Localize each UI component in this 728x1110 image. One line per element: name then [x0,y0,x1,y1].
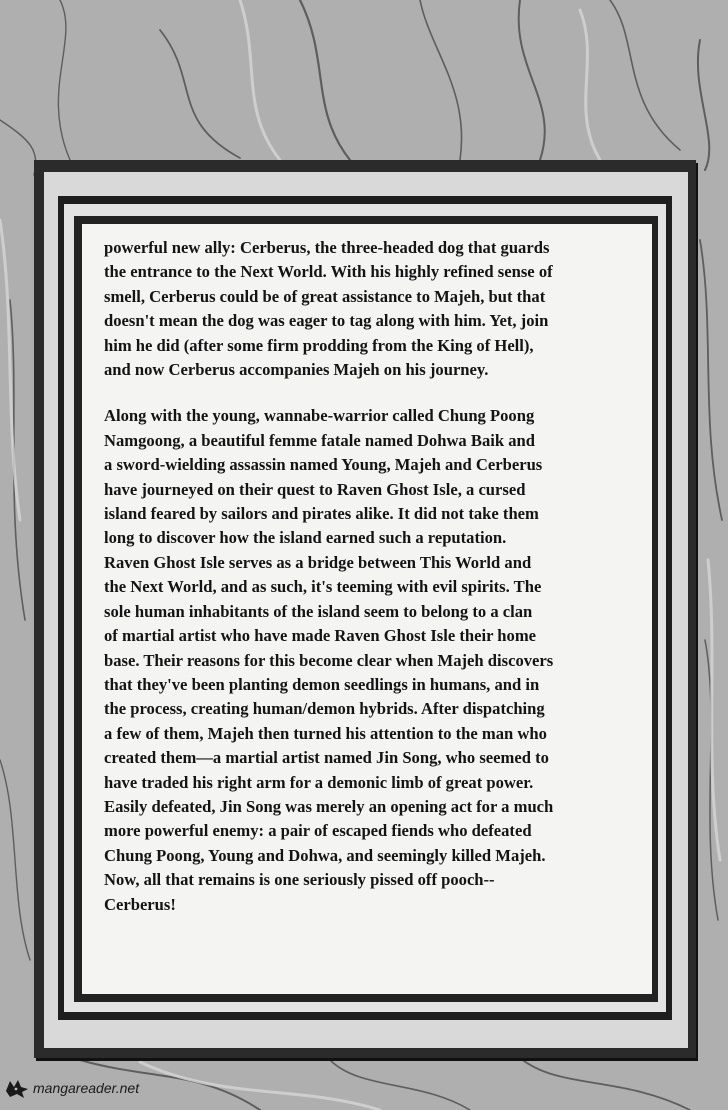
text-line: sole human inhabitants of the island seem to belong to a clan [104,601,533,621]
paragraph-2 [104,404,638,917]
text-line: Along with the young, wannabe-warrior called Chung Poong [104,406,535,426]
text-line: that they've been planting demon seedlings in humans, and in [104,674,540,694]
text-line: Now, all that remains is one seriously pissed off pooch-- [104,870,495,890]
text-line: island feared by sailors and pirates alike. It did not take them [104,504,539,524]
text-line: Raven Ghost Isle serves as a bridge between This World and [104,552,532,572]
text-line: Chung Poong, Young and Dohwa, and seemingly killed Majeh. [104,845,546,865]
story-summary-text [104,236,638,917]
paragraph-1 [104,236,638,382]
text-line: the process, creating human/demon hybrids. After dispatching [104,699,545,719]
text-line: of martial artist who have made Raven Ghost Isle their home [104,626,537,646]
text-line: base. Their reasons for this become clear when Majeh discovers [104,650,554,670]
text-line: have traded his right arm for a demonic limb of great power. [104,772,534,792]
text-line: Easily defeated, Jin Song was merely an opening act for a much [104,796,554,816]
text-line: doesn't mean the dog was eager to tag along with him. Yet, join [104,311,549,331]
text-line: smell, Cerberus could be of great assistance to Majeh, but that [104,286,546,306]
text-line: powerful new ally: Cerberus, the three-headed dog that guards [104,238,550,257]
text-line: the Next World, and as such, it's teeming with evil spirits. The [104,577,542,597]
fox-logo-icon [4,1077,30,1099]
text-line: the entrance to the Next World. With his highly refined sense of [104,262,553,282]
watermark[interactable] [4,1076,139,1100]
watermark-text: mangareader.net [33,1080,140,1096]
text-line: a few of them, Majeh then turned his attention to the man who [104,723,547,743]
text-line: created them—a martial artist named Jin Song, who seemed to [104,748,549,768]
text-line: Namgoong, a beautiful femme fatale named Dohwa Baik and [104,430,535,450]
text-line: have journeyed on their quest to Raven Ghost Isle, a cursed [104,479,526,499]
text-line: a sword-wielding assassin named Young, Majeh and Cerberus [104,455,543,475]
text-line: him he did (after some firm prodding from the King of Hell), [104,335,534,355]
text-line: long to discover how the island earned such a reputation. [104,528,507,548]
text-line: and now Cerberus accompanies Majeh on his journey. [104,360,489,380]
text-line: more powerful enemy: a pair of escaped fiends who defeated [104,821,532,841]
text-line: Cerberus! [104,894,176,914]
